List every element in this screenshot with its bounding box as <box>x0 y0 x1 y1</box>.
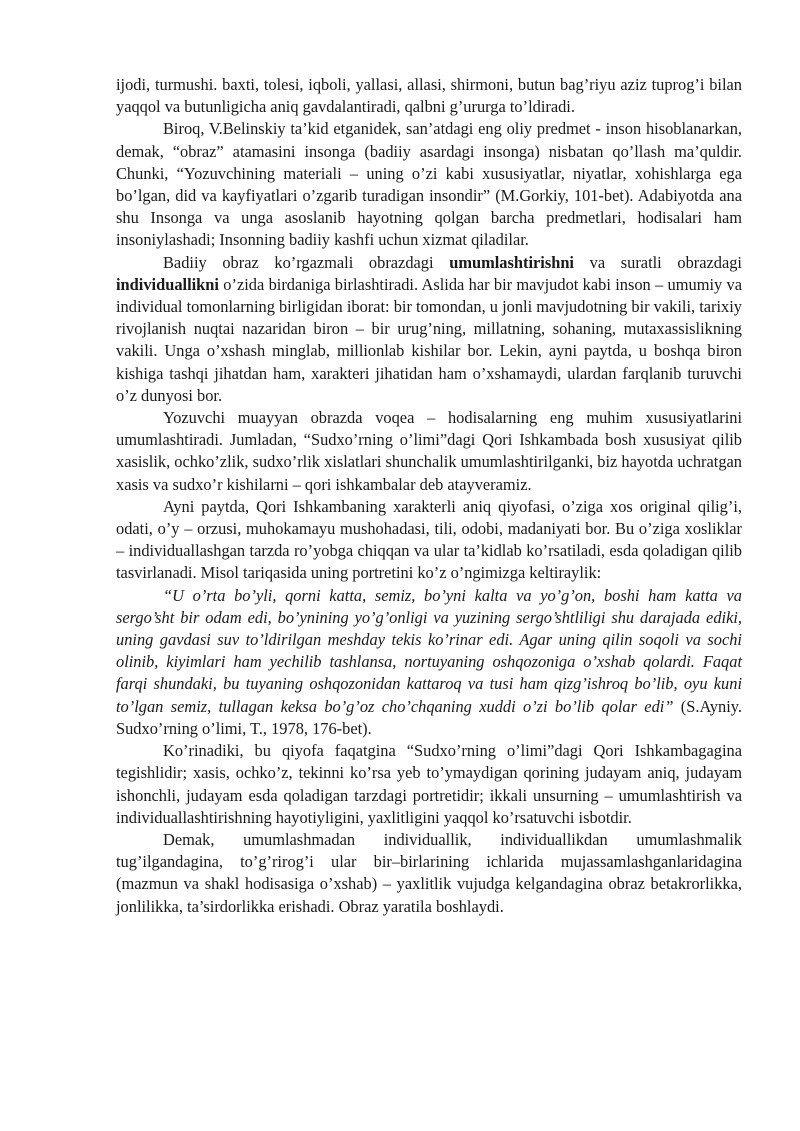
paragraph-5: Ayni paytda, Qori Ishkambaning xarakterli aniq qiyofasi, o’ziga xos original qilig’i, odati, o’y – orzusi, muhokamayu mushohadasi, tili, odobi, madaniyati bor. Bu o’ziga xosliklar – individuallashgan tarzda ro’yobga chiqqan va ular ta’kidlab ko’rsatiladi, esda qoladigan qilib tasvirlanadi. Misol tariqasida uning portretini ko’z o’ngimizga keltiraylik: <box>116 496 742 583</box>
bold-term-individuallik: individuallikni <box>116 274 219 294</box>
paragraph-3-text-2: va suratli obrazdagi <box>574 252 742 272</box>
paragraph-4: Yozuvchi muayyan obrazda voqea – hodisalarning eng muhim xususiyatlarini umumlashtiradi. Jumladan, “Sudxo’rning o’limi”dagi Qori Ishkambada bosh xususiyat qilib xasislik, ochko’zlik, sudxo’rlik xislatlari shunchalik umumlashtirilganki, biz hayotda uchratgan xasis va sudxo’r kishilarni – qori ishkambalar deb atayveramiz. <box>116 408 742 494</box>
portrait-quote: “U o’rta bo’yli, qorni katta, semiz, bo’yni kalta va yo’g’on, boshi ham katta va sergo’sht bir odam edi, bo’ynining yo’g’onligi va yuzining sergo’shtliligi shu darajada ediki, uning gavdasi suv to’ldirilgan meshday tekis ko’rinar edi. Agar uning qilin soqoli va sochi olinib, kiyimlari ham yechilib tashlansa, nortuyaning oshqozoniga o’xshab qolardi. Faqat farqi shundaki, bu tuyaning oshqozonidan kattaroq va tusi ham qizg’ishroq bo’lib, oyu kuni to’lgan semiz, tullagan keksa bo’g’oz cho’chqaning xuddi o’zi bo’lib qolar edi” <box>116 585 742 716</box>
paragraph-3-text-1: Badiiy obraz ko’rgazmali obrazdagi <box>163 252 450 272</box>
bold-term-umumlashtirish: umumlashtirishni <box>449 252 574 272</box>
quote-source: (S.Ayniy. Sudxo’rning o’limi, T., 1978, 176-bet). <box>116 696 742 738</box>
paragraph-6-quote <box>116 585 742 740</box>
paragraph-8: Demak, umumlashmadan individuallik, individuallikdan umumlashmalik tug’ilgandagina, to’g’rirog’i ular bir–birlarining ichlarida mujassamlashganlaridagina (mazmun va shakl hodisasiga o’xshab) – yaxlitlik vujudga kelgandagina obraz betakrorlikka, jonlilikka, ta’sirdorlikka erishadi. Obraz yaratila boshlaydi. <box>116 829 742 916</box>
paragraph-3-text-3: o’zida birdaniga birlashtiradi. Aslida har bir mavjudot kabi inson – umumiy va individual tomonlarning birligidan iborat: bir tomondan, u jonli mavjudotning bir vakili, tarixiy rivojlanish nuqtai nazaridan biron – bir urug’ning, millatning, sohaning, mutaxassislikning vakili. Unga o’xshash minglab, millionlab kishilar bor. Lekin, ayni paytda, u boshqa biron kishiga tashqi jihatdan ham, xarakteri jihatidan ham o’xshamaydi, ulardan farqlanib turuvchi o’z dunyosi bor. <box>116 274 742 405</box>
paragraph-3 <box>116 252 742 407</box>
paragraph-7: Ko’rinadiki, bu qiyofa faqatgina “Sudxo’rning o’limi”dagi Qori Ishkambagagina tegishlidir; xasis, ochko’z, tekinni ko’rsa yeb to’ymaydigan qorining judayam aniq, judayam ishonchli, judayam esda qoladigan tarzdagi portretidir; ikkali unsurning – umumlashtirish va individuallashtirishning hayotiyligini, yaxlitligini yaqqol ko’rsatuvchi isbotdir. <box>116 741 742 827</box>
paragraph-1: ijodi, turmushi. baxti, tolesi, iqboli, yallasi, allasi, shirmoni, butun bag’riyu aziz tuprog’i bilan yaqqol va butunligicha aniq gavdalantiradi, qalbni g’ururga to’ldiradi. <box>116 75 742 117</box>
paragraph-2: Biroq, V.Belinskiy ta’kid etganidek, san’atdagi eng oliy predmet - inson hisoblanarkan, demak, “obraz” atamasini insonga (badiiy asardagi insonga) nisbatan qo’llash ma’quldir. Chunki, “Yozuvchining materiali – uning o’zi kabi xususiyatlar, niyatlar, xohishlarga ega bo’lgan, did va kayfiyatlari o’zgarib turadigan insondir” (M.Gorkiy, 101-bet). Adabiyotda ana shu Insonga va unga asoslanib hayotning qolgan barcha predmetlari, hodisalari ham insoniylashadi; Insonning badiiy kashfi uchun xizmat qiladilar. <box>116 119 742 250</box>
document-page <box>116 74 742 918</box>
